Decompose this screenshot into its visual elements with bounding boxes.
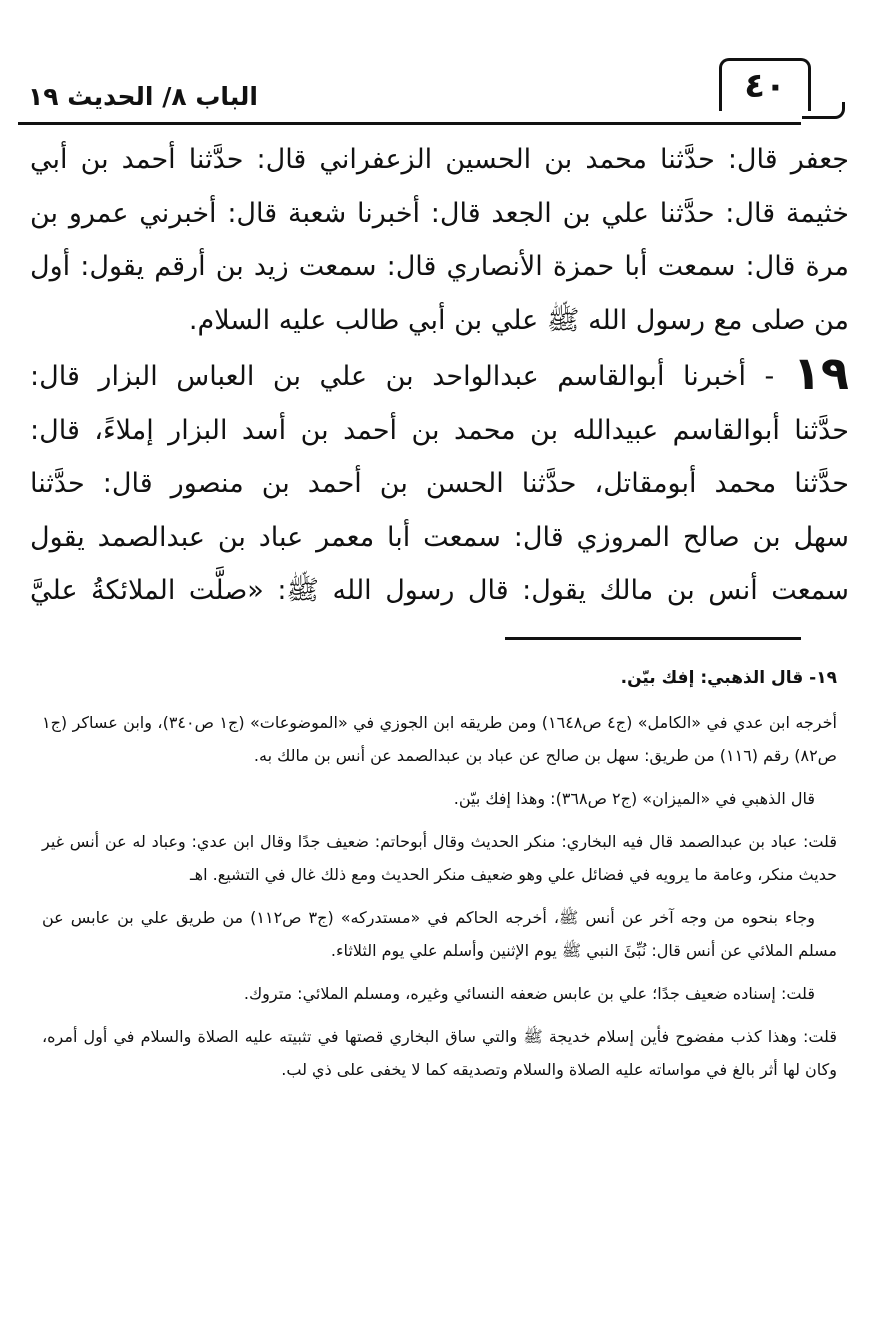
text-line: جعفر قال: حدَّثنا محمد بن الحسين الزعفراني قال: حدَّثنا أحمد بن أبي bbox=[30, 144, 849, 175]
hadith-opening-line bbox=[30, 347, 849, 404]
footnote-paragraph: قال الذهبي في «الميزان» (ج٢ ص٣٦٨): وهذا إفك بيّن. bbox=[453, 789, 815, 808]
page-number-frame bbox=[719, 58, 811, 111]
hadith-number: ١٩ bbox=[792, 346, 849, 400]
footnotes bbox=[42, 662, 837, 1096]
hadith-opening-text: - أخبرنا أبوالقاسم عبدالواحد بن علي بن العباس البزار قال: bbox=[30, 361, 775, 392]
frame-ornament bbox=[802, 102, 845, 119]
footnote-paragraph: قلت: وهذا كذب مفضوح فأين إسلام خديجة ﷺ والتي ساق البخاري قصتها في تثبيته عليه الصلاة والسلام في أول أمره، وكان لها أثر بالغ في مواساته عليه الصلاة والسلام وتصديقه كما لا يخفى على ذي لب. bbox=[42, 1027, 837, 1079]
footnote-heading: ١٩- قال الذهبي: إفك بيّن. bbox=[620, 668, 837, 688]
text-line: حدَّثنا محمد أبومقاتل، حدَّثنا الحسن بن أحمد بن منصور قال: حدَّثنا bbox=[30, 468, 849, 499]
text-line: خثيمة قال: حدَّثنا علي بن الجعد قال: أخبرنا شعبة قال: أخبرني عمرو بن bbox=[30, 197, 849, 229]
footnote-paragraph: قلت: إسناده ضعيف جدًا؛ علي بن عابس ضعفه النسائي وغيره، ومسلم الملائي: متروك. bbox=[243, 984, 815, 1003]
footnote-paragraph: أخرجه ابن عدي في «الكامل» (ج٤ ص١٦٤٨) ومن طريقه ابن الجوزي في «الموضوعات» (ج١ ص٣٤٠)، وابن عساكر (ج١ ص٨٢) رقم (١١٦) من طريق: سهل بن صالح عن عباد بن عبدالصمد عن أنس بن مالك به. bbox=[42, 713, 837, 765]
text-line: سمعت أنس بن مالك يقول: قال رسول الله ﷺ: «صلَّت الملائكةُ عليَّ bbox=[30, 575, 849, 606]
running-title: الباب ٨/ الحديث ١٩ bbox=[28, 82, 258, 111]
footnote-paragraph: وجاء بنحوه من وجه آخر عن أنس ﷺ، أخرجه الحاكم في «مستدركه» (ج٣ ص١١٢) من طريق علي بن عابس عن مسلم الملائي عن أنس قال: نُبِّئَ النبي ﷺ يوم الإثنين وأسلم علي يوم الثلاثاء. bbox=[42, 908, 837, 960]
page-number: ٤٠ bbox=[744, 66, 786, 106]
footnote-paragraph: قلت: عباد بن عبدالصمد قال فيه البخاري: منكر الحديث وقال أبوحاتم: ضعيف جدًا وقال ابن عدي: وعباد له عن أنس غير حديث منكر، وعامة ما يرويه في فضائل علي وهو ضعيف منكر الحديث ومع ذلك غال في التشيع. اهـ bbox=[42, 832, 837, 884]
main-text bbox=[30, 133, 849, 618]
text-line: مرة قال: سمعت أبا حمزة الأنصاري قال: سمعت زيد بن أرقم يقول: أول bbox=[30, 251, 849, 282]
page-header bbox=[18, 60, 861, 124]
footnote-separator bbox=[505, 637, 801, 640]
text-line: سهل بن صالح المروزي قال: سمعت أبا معمر عباد بن عبدالصمد يقول bbox=[30, 521, 849, 553]
text-line: من صلى مع رسول الله ﷺ علي بن أبي طالب عليه السلام. bbox=[188, 304, 849, 336]
text-line: حدَّثنا أبوالقاسم عبيدالله بن محمد بن أحمد بن أسد البزار إملاءً، قال: bbox=[30, 414, 849, 446]
header-rule bbox=[18, 122, 801, 125]
